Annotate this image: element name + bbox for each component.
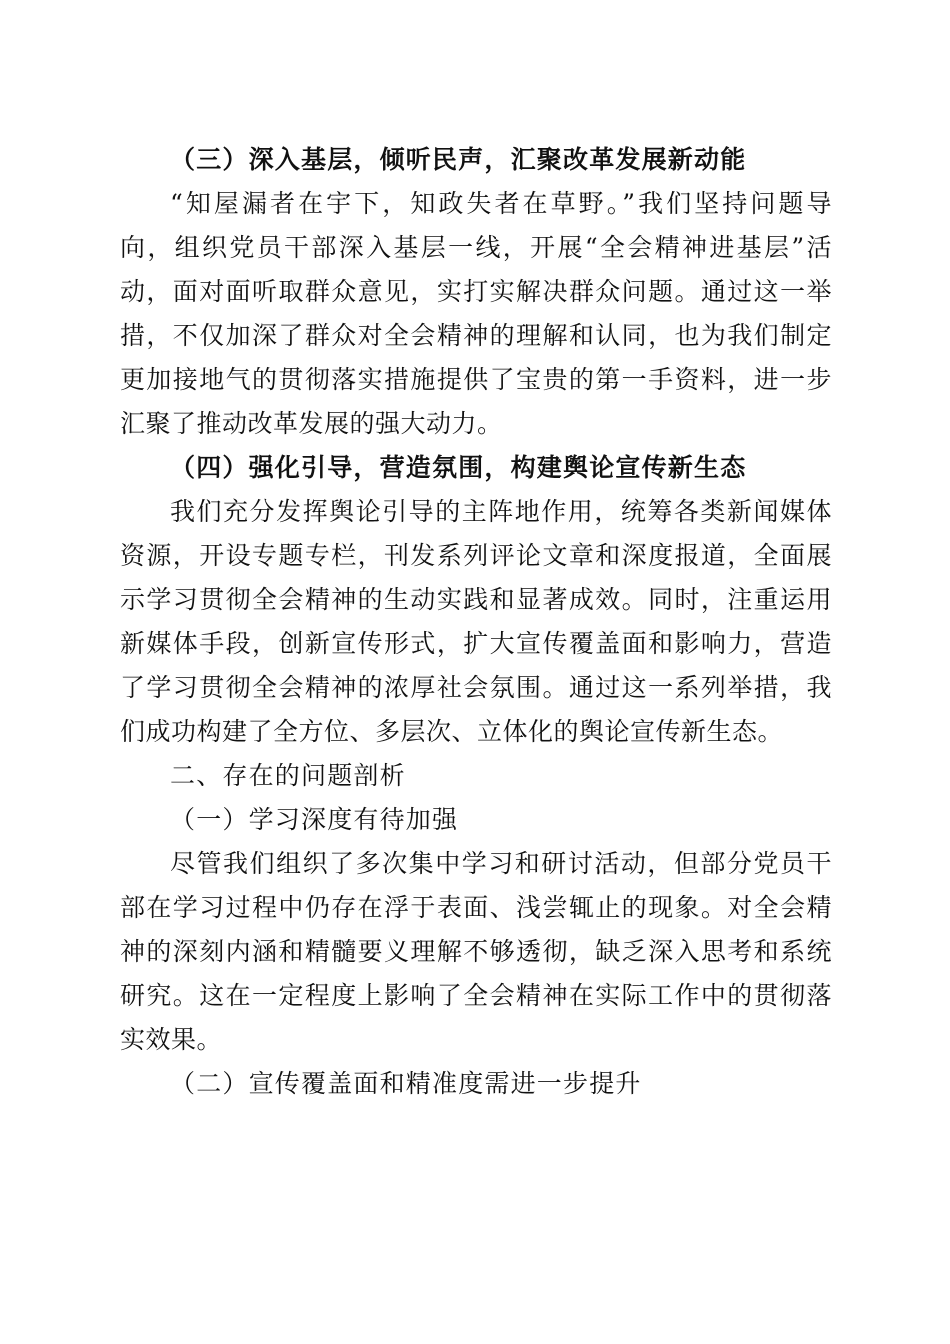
- paragraph-line: 示学习贯彻全会精神的生动实践和显著成效。同时，注重运用: [120, 585, 832, 614]
- document-page: [120, 138, 832, 1106]
- paragraph-line: 措，不仅加深了群众对全会精神的理解和认同，也为我们制定: [120, 321, 832, 350]
- paragraph-line: 实效果。: [120, 1025, 223, 1054]
- paragraph-line: 动，面对面听取群众意见，实打实解决群众问题。通过这一举: [120, 277, 832, 306]
- section-heading-3: （三）深入基层，倾听民声，汇聚改革发展新动能: [170, 145, 747, 174]
- paragraph-line: 资源，开设专题专栏，刊发系列评论文章和深度报道，全面展: [120, 541, 832, 570]
- paragraph-line: 部在学习过程中仍存在浮于表面、浅尝辄止的现象。对全会精: [120, 893, 832, 922]
- subsection-heading-1: （一）学习深度有待加强: [170, 805, 459, 834]
- paragraph-line: 汇聚了推动改革发展的强大动力。: [120, 409, 503, 438]
- paragraph-line: 了学习贯彻全会精神的浓厚社会氛围。通过这一系列举措，我: [120, 673, 832, 702]
- paragraph-line: 神的深刻内涵和精髓要义理解不够透彻，缺乏深入思考和系统: [120, 937, 832, 966]
- paragraph-line: “知屋漏者在宇下，知政失者在草野。”我们坚持问题导: [170, 189, 832, 218]
- paragraph-line: 研究。这在一定程度上影响了全会精神在实际工作中的贯彻落: [120, 981, 832, 1010]
- paragraph-line: 们成功构建了全方位、多层次、立体化的舆论宣传新生态。: [120, 717, 784, 746]
- subsection-heading-2: （二）宣传覆盖面和精准度需进一步提升: [170, 1069, 642, 1098]
- paragraph-line: 向，组织党员干部深入基层一线，开展“全会精神进基层”活: [120, 233, 832, 262]
- paragraph-line: 我们充分发挥舆论引导的主阵地作用，统筹各类新闻媒体: [170, 497, 832, 526]
- paragraph-line: 新媒体手段，创新宣传形式，扩大宣传覆盖面和影响力，营造: [120, 629, 832, 658]
- paragraph-line: 尽管我们组织了多次集中学习和研讨活动，但部分党员干: [170, 849, 832, 878]
- part-two-heading: 二、存在的问题剖析: [170, 761, 406, 790]
- section-heading-4: （四）强化引导，营造氛围，构建舆论宣传新生态: [170, 453, 747, 482]
- paragraph-line: 更加接地气的贯彻落实措施提供了宝贵的第一手资料，进一步: [120, 365, 832, 394]
